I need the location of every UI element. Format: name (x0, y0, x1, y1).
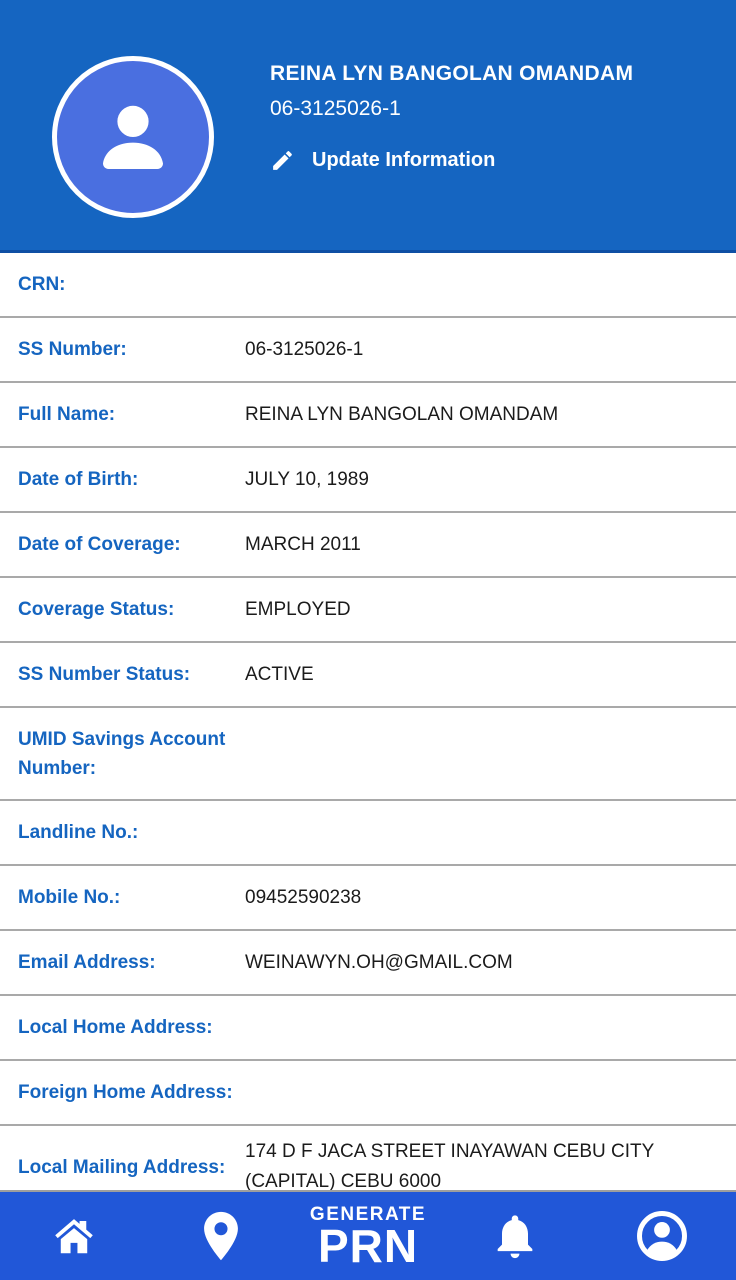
field-label: Foreign Home Address: (18, 1082, 233, 1103)
field-value (245, 743, 736, 765)
update-information-button[interactable] (270, 148, 495, 173)
field-value: WEINAWYN.OH@GMAIL.COM (245, 951, 513, 973)
field-value (245, 1017, 736, 1039)
field-row-ss-number-status (0, 643, 736, 708)
bell-icon (489, 1210, 541, 1262)
nav-account-button[interactable] (589, 1209, 736, 1263)
nav-home-button[interactable] (0, 1213, 147, 1259)
location-pin-icon (192, 1207, 250, 1265)
field-label: Landline No.: (18, 822, 139, 843)
field-label: Mobile No.: (18, 887, 121, 908)
field-label: Coverage Status: (18, 599, 175, 620)
field-row-coverage-status (0, 578, 736, 643)
field-row-mobile (0, 866, 736, 931)
home-icon (51, 1213, 97, 1259)
generate-prn-label-bottom: PRN (317, 1220, 419, 1272)
nav-branch-locator-button[interactable] (147, 1207, 294, 1265)
header-text-block (270, 62, 633, 173)
field-label: CRN: (18, 274, 66, 295)
person-icon (85, 89, 181, 185)
field-value (245, 274, 736, 296)
field-label: SS Number Status: (18, 664, 191, 685)
field-value: 09452590238 (245, 886, 362, 908)
field-label: Full Name: (18, 404, 116, 425)
field-row-ss-number (0, 318, 736, 383)
field-row-landline (0, 801, 736, 866)
field-row-foreign-home-address (0, 1061, 736, 1126)
generate-prn-label-top: GENERATE (309, 1204, 427, 1225)
field-value (245, 822, 736, 844)
update-information-label: Update Information (312, 149, 496, 171)
field-row-full-name (0, 383, 736, 448)
field-row-date-of-birth (0, 448, 736, 513)
pencil-icon (270, 148, 295, 173)
field-value: 06-3125026-1 (245, 338, 364, 360)
field-label: Email Address: (18, 952, 156, 973)
field-row-email (0, 931, 736, 996)
account-icon (635, 1209, 689, 1263)
field-row-date-of-coverage (0, 513, 736, 578)
field-label: Date of Coverage: (18, 534, 181, 555)
avatar (52, 56, 214, 218)
bottom-nav (0, 1190, 736, 1280)
field-value: MARCH 2011 (245, 533, 361, 555)
member-name: REINA LYN BANGOLAN OMANDAM (270, 62, 634, 85)
field-value: ACTIVE (245, 663, 314, 685)
field-row-umid-savings-account (0, 708, 736, 801)
field-value: REINA LYN BANGOLAN OMANDAM (245, 403, 559, 425)
nav-generate-prn-button[interactable] (294, 1204, 441, 1272)
field-value: 174 D F JACA STREET INAYAWAN CEBU CITY (CAPITAL) CEBU 6000 (245, 1141, 654, 1190)
field-row-local-home-address (0, 996, 736, 1061)
field-value: EMPLOYED (245, 598, 351, 620)
nav-notifications-button[interactable] (442, 1210, 589, 1262)
field-row-local-mailing-address (0, 1126, 736, 1190)
field-label: Date of Birth: (18, 469, 139, 490)
field-label: Local Mailing Address: (18, 1156, 226, 1178)
field-row-crn (0, 253, 736, 318)
profile-header (0, 0, 736, 253)
member-field-list (0, 253, 736, 1190)
member-ss-number: 06-3125026-1 (270, 97, 401, 120)
field-value (245, 1082, 736, 1104)
field-label: UMID Savings Account Number: (18, 728, 226, 779)
field-value: JULY 10, 1989 (245, 468, 369, 490)
field-label: Local Home Address: (18, 1017, 213, 1038)
field-label: SS Number: (18, 339, 127, 360)
